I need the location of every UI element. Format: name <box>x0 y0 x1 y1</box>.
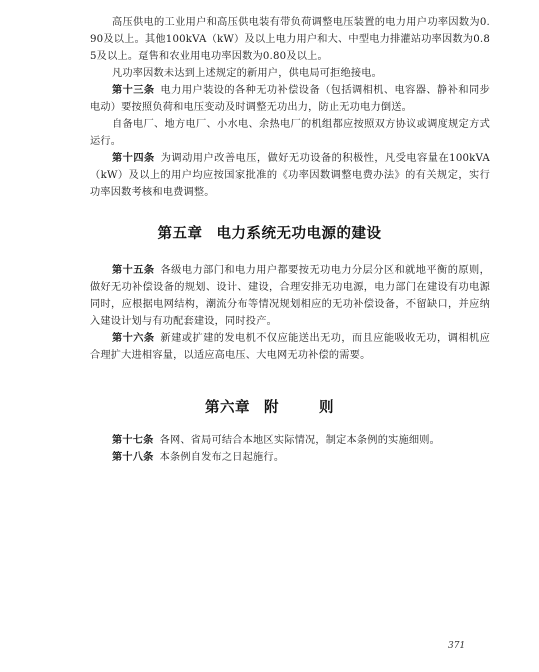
article-15 <box>90 262 490 330</box>
chapter-6-heading <box>0 396 539 417</box>
article-17-label: 第十七条 <box>112 435 154 446</box>
article-17-text: 各网、省局可结合本地区实际情况，制定本条例的实施细则。 <box>159 435 441 446</box>
paragraph-power-factor: 高压供电的工业用户和高压供电装有带负荷调整电压装置的电力用户功率因数为0.90及以上。其他100kVA（kW）及以上电力用户和大、中型电力排灌站功率因数为0.85及以上。趸售和农业用电功率因数为0.80及以上。 <box>90 17 490 62</box>
section-chapter-6 <box>90 432 490 466</box>
article-14-text: 为调动用户改善电压，做好无功设备的积极性，凡受电容量在100kVA（kW）及以上的用户均应按国家批准的《功率因数调整电费办法》的有关规定，实行功率因数考核和电费调整。 <box>90 153 490 198</box>
article-18-label: 第十八条 <box>112 452 154 463</box>
article-14-label: 第十四条 <box>112 153 155 164</box>
article-15-label: 第十五条 <box>112 265 155 276</box>
article-14 <box>90 150 490 201</box>
article-16 <box>90 330 490 364</box>
article-17 <box>90 432 490 449</box>
chapter-5-number: 第五章 <box>157 226 203 242</box>
chapter-6-title-part-2: 则 <box>319 400 334 416</box>
article-16-text: 新建或扩建的发电机不仅应能送出无功，而且应能吸收无功，调相机应合理扩大进相容量，以适应高电压、大电网无功补偿的需要。 <box>90 333 490 361</box>
article-16-label: 第十六条 <box>112 333 155 344</box>
article-15-text: 各级电力部门和电力用户都要按无功电力分层分区和就地平衡的原则，做好无功补偿设备的规划、设计、建设，合理安排无功电源，电力部门在建设有功电源同时，应根据电网结构，潮流分布等情况规划相应的无功补偿设备，不留缺口，并应纳入建设计划与有功配套建设，同时投产。 <box>90 265 490 327</box>
section-chapter-5 <box>90 262 490 364</box>
chapter-5-heading <box>0 222 539 243</box>
chapter-6-number: 第六章 <box>205 400 250 416</box>
section-continuation <box>90 14 490 201</box>
article-18-text: 本条例自发布之日起施行。 <box>159 452 285 463</box>
page-number: 371 <box>448 641 466 651</box>
article-18 <box>90 449 490 466</box>
paragraph-self-owned-plants: 自备电厂、地方电厂、小水电、余热电厂的机组都应按照双方协议或调度规定方式运行。 <box>90 119 490 147</box>
article-13 <box>90 82 490 116</box>
paragraph-refuse-connection: 凡功率因数未达到上述规定的新用户，供电局可拒绝接电。 <box>112 68 383 79</box>
article-13-text: 电力用户装设的各种无功补偿设备（包括调相机、电容器、静补和同步电动）要按照负荷和电压变动及时调整无功出力，防止无功电力倒送。 <box>90 85 490 113</box>
chapter-5-title: 电力系统无功电源的建设 <box>216 226 382 242</box>
chapter-6-title-part-1: 附 <box>264 400 279 416</box>
article-13-label: 第十三条 <box>112 85 155 96</box>
